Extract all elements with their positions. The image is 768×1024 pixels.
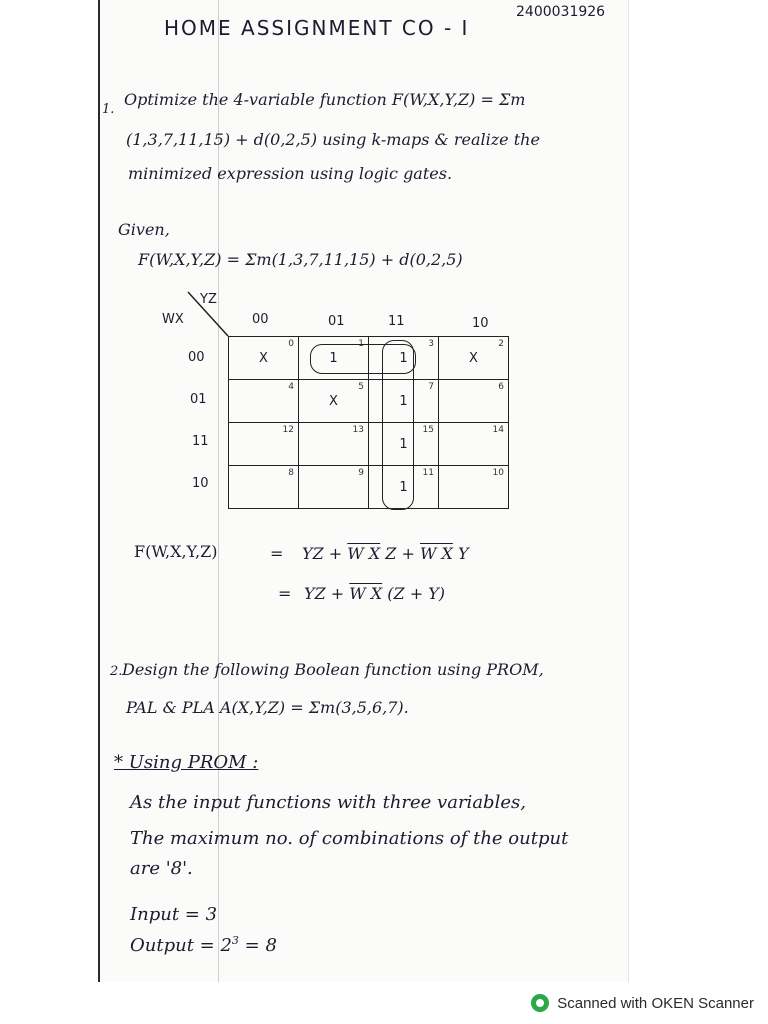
scanner-text: Scanned with OKEN Scanner xyxy=(557,994,754,1012)
kmap-cell xyxy=(229,380,299,423)
cell-index: 13 xyxy=(352,425,364,435)
kmap-col-var-label: YZ xyxy=(200,292,217,307)
cell-index: 10 xyxy=(492,468,504,478)
kmap-cell xyxy=(439,466,509,509)
kmap-row-header-0: 00 xyxy=(188,350,205,365)
cell-value: 1 xyxy=(399,436,408,452)
prom-input: Input = 3 xyxy=(130,904,218,925)
kmap-cell xyxy=(299,423,369,466)
prom-heading: * Using PROM : xyxy=(114,752,259,773)
term-y: Y xyxy=(452,544,469,563)
cell-index: 2 xyxy=(498,339,504,349)
term-wbar-xbar-2: W X xyxy=(419,544,453,563)
cell-index: 1 xyxy=(358,339,364,349)
kmap-row-header-2: 11 xyxy=(192,434,209,449)
kmap-cell xyxy=(299,466,369,509)
q1-line2: (1,3,7,11,15) + d(0,2,5) using k-maps & realize the xyxy=(126,130,540,149)
kmap-cell xyxy=(229,466,299,509)
kmap-col-header-0: 00 xyxy=(252,312,269,327)
kmap-col-header-1: 01 xyxy=(328,314,345,329)
result-line-2 xyxy=(304,584,445,603)
cell-index: 14 xyxy=(492,425,504,435)
cell-index: 3 xyxy=(428,339,434,349)
prom-para-1: As the input functions with three variables, xyxy=(130,792,526,813)
cell-value: 1 xyxy=(399,479,408,495)
scanner-logo-icon xyxy=(531,994,549,1012)
kmap-row-header-1: 01 xyxy=(190,392,207,407)
q2-line2: PAL & PLA A(X,Y,Z) = Σm(3,5,6,7). xyxy=(126,698,409,717)
cell-value: 1 xyxy=(329,350,338,366)
cell-index: 0 xyxy=(288,339,294,349)
result-line-1 xyxy=(302,544,469,563)
cell-index: 15 xyxy=(422,425,434,435)
cell-value: 1 xyxy=(399,350,408,366)
cell-index: 4 xyxy=(288,382,294,392)
cell-index: 12 xyxy=(282,425,294,435)
cell-index: 5 xyxy=(358,382,364,392)
kmap-cell xyxy=(229,337,299,380)
term-yz: YZ + xyxy=(302,544,348,563)
q1-line1: Optimize the 4-variable function F(W,X,Y,Z) = Σm xyxy=(124,90,526,109)
term-z-plus-y: (Z + Y) xyxy=(382,584,446,603)
cell-index: 7 xyxy=(428,382,434,392)
cell-value: X xyxy=(259,350,268,366)
student-id: 2400031926 xyxy=(516,4,606,20)
term-wbar-xbar-3: W X xyxy=(349,584,383,603)
cell-value: X xyxy=(329,393,338,409)
kmap-cell xyxy=(229,423,299,466)
term-z: Z + xyxy=(380,544,420,563)
kmap-col-header-3: 10 xyxy=(472,316,489,331)
q2-number: 2. xyxy=(110,664,123,679)
kmap-cell xyxy=(439,380,509,423)
kmap-row-var-label: WX xyxy=(162,312,184,327)
kmap-cell xyxy=(439,423,509,466)
given-label: Given, xyxy=(118,220,170,239)
result-equals-1: = xyxy=(270,544,284,563)
kmap-group-col11 xyxy=(382,340,414,510)
cell-value: 1 xyxy=(399,393,408,409)
kmap-cell xyxy=(299,380,369,423)
output-base: Output = 2 xyxy=(130,935,232,956)
prom-para-3: are '8'. xyxy=(130,858,193,879)
q1-number: 1. xyxy=(102,102,115,117)
cell-index: 11 xyxy=(422,468,434,478)
output-exponent: 3 xyxy=(231,934,239,947)
result-equals-2: = xyxy=(278,584,292,603)
cell-value: X xyxy=(469,350,478,366)
cell-index: 8 xyxy=(288,468,294,478)
page-title: HOME ASSIGNMENT CO - I xyxy=(164,16,470,40)
prom-para-2: The maximum no. of combinations of the output xyxy=(130,828,569,849)
kmap-corner-diagonal xyxy=(186,290,230,338)
output-result: = 8 xyxy=(238,935,277,956)
term-yz-2: YZ + xyxy=(304,584,350,603)
cell-index: 6 xyxy=(498,382,504,392)
prom-output xyxy=(130,934,277,956)
given-equation: F(W,X,Y,Z) = Σm(1,3,7,11,15) + d(0,2,5) xyxy=(138,250,463,269)
term-wbar-xbar: W X xyxy=(347,544,381,563)
q2-line1: Design the following Boolean function using PROM, xyxy=(122,660,544,679)
result-lhs: F(W,X,Y,Z) xyxy=(134,542,218,561)
scanner-watermark xyxy=(531,994,754,1012)
kmap-cell xyxy=(439,337,509,380)
kmap-row-header-3: 10 xyxy=(192,476,209,491)
kmap-col-header-2: 11 xyxy=(388,314,405,329)
cell-index: 9 xyxy=(358,468,364,478)
q1-line3: minimized expression using logic gates. xyxy=(128,164,453,183)
